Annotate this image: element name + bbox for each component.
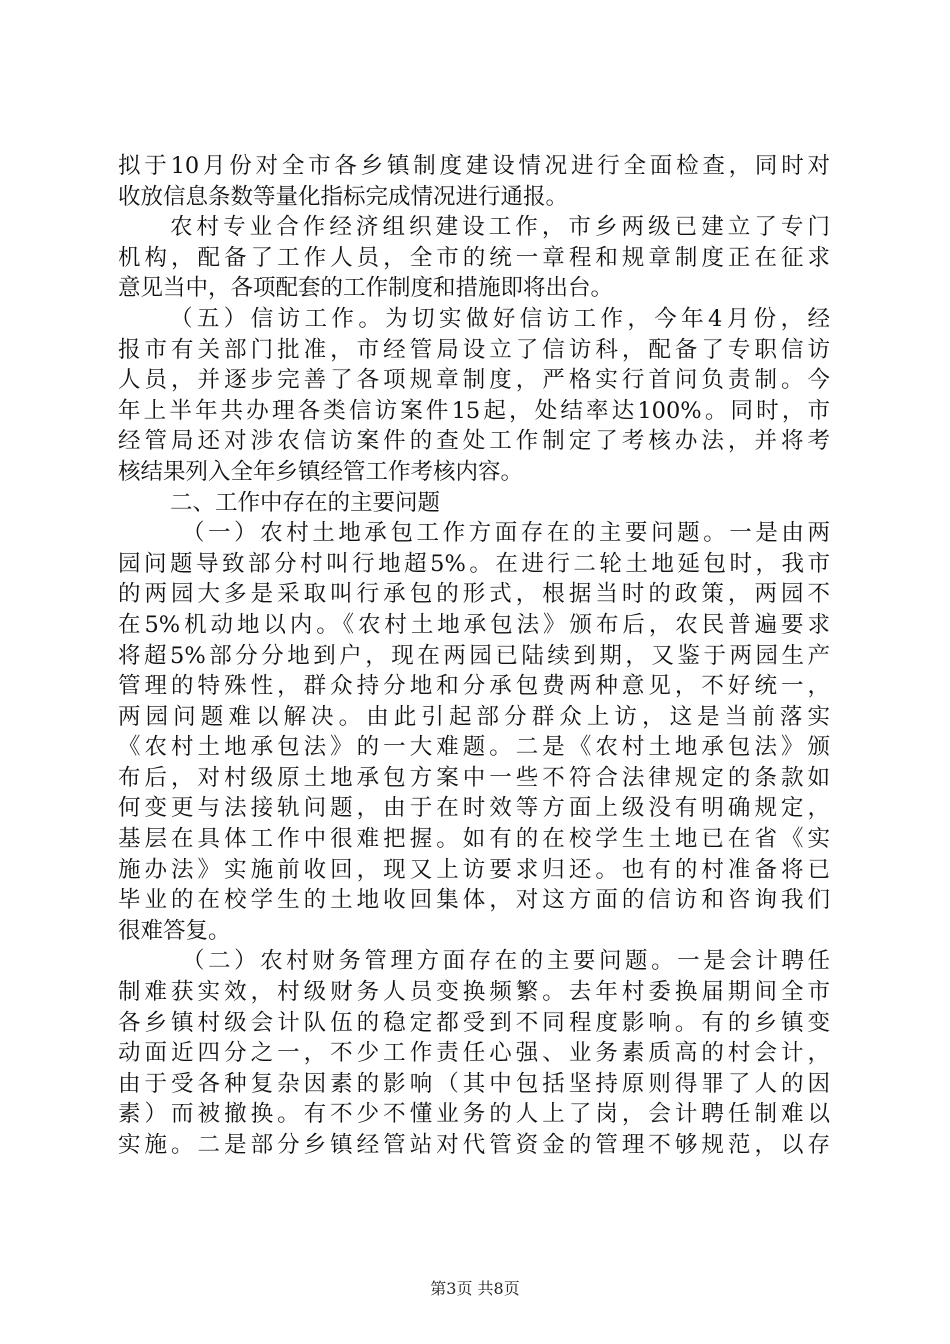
text-line: 收放信息条数等量化指标完成情况进行通报。 [118, 183, 569, 210]
section-heading: 二、工作中存在的主要问题 [170, 489, 441, 516]
text-line: 在5%机动地以内。《农村土地承包法》颁布后，农民普遍要求 [118, 611, 830, 638]
text-line: 动面近四分之一，不少工作责任心强、业务素质高的村会计， [118, 1040, 830, 1067]
text-line: （二）农村财务管理方面存在的主要问题。一是会计聘任 [182, 948, 830, 975]
text-line: 人员，并逐步完善了各项规章制度，严格实行首问负责制。今 [118, 367, 830, 394]
document-body [118, 151, 830, 1161]
text-line: 两园问题难以解决。由此引起部分群众上访，这是当前落实 [118, 703, 830, 730]
text-line: 由于受各种复杂因素的影响（其中包括坚持原则得罪了人的因 [118, 1070, 830, 1097]
text-line: 素）而被撤换。有不少不懂业务的人上了岗，会计聘任制难以 [118, 1101, 830, 1128]
text-line: 布后，对村级原土地承包方案中一些不符合法律规定的条款如 [118, 764, 830, 791]
text-line: 的两园大多是采取叫行承包的形式，根据当时的政策，两园不 [118, 581, 830, 608]
text-line: 管理的特殊性，群众持分地和分承包费两种意见，不好统一， [118, 673, 830, 700]
text-line: （五）信访工作。为切实做好信访工作，今年4月份，经 [170, 305, 830, 332]
text-line: 经管局还对涉农信访案件的查处工作制定了考核办法，并将考 [118, 428, 830, 455]
text-line: 将超5%部分分地到户，现在两园已陆续到期，又鉴于两园生产 [118, 642, 830, 669]
text-line: 施办法》实施前收回，现又上访要求归还。也有的村准备将已 [118, 856, 830, 883]
text-line: 意见当中，各项配套的工作制度和措施即将出台。 [118, 275, 614, 302]
text-line: 园问题导致部分村叫行地超5%。在进行二轮土地延包时，我市 [118, 550, 830, 577]
text-line: 很难答复。 [118, 917, 231, 944]
text-line: 何变更与法接轨问题，由于在时效等方面上级没有明确规定， [118, 795, 830, 822]
text-line: 机构，配备了工作人员，全市的统一章程和规章制度正在征求 [118, 244, 830, 271]
text-line: 基层在具体工作中很难把握。如有的在校学生土地已在省《实 [118, 826, 830, 853]
text-line: 农村专业合作经济组织建设工作，市乡两级已建立了专门 [170, 214, 830, 241]
page-footer: 第3页 共8页 [430, 1279, 520, 1298]
text-line: 核结果列入全年乡镇经管工作考核内容。 [118, 458, 524, 485]
text-line: 制难获实效，村级财务人员变换频繁。去年村委换届期间全市 [118, 979, 830, 1006]
text-line: 年上半年共办理各类信访案件15起，处结率达100%。同时，市 [118, 397, 830, 424]
text-line: 拟于10月份对全市各乡镇制度建设情况进行全面检查，同时对 [118, 153, 830, 179]
text-line: 《农村土地承包法》的一大难题。二是《农村土地承包法》颁 [118, 734, 830, 761]
text-line: （一）农村土地承包工作方面存在的主要问题。一是由两 [182, 520, 830, 547]
text-line: 实施。二是部分乡镇经管站对代管资金的管理不够规范，以存 [118, 1132, 830, 1158]
text-line: 毕业的在校学生的土地收回集体，对这方面的信访和咨询我们 [118, 887, 830, 914]
text-line: 各乡镇村级会计队伍的稳定都受到不同程度影响。有的乡镇变 [118, 1009, 830, 1036]
text-line: 报市有关部门批准，市经管局设立了信访科，配备了专职信访 [118, 336, 830, 363]
